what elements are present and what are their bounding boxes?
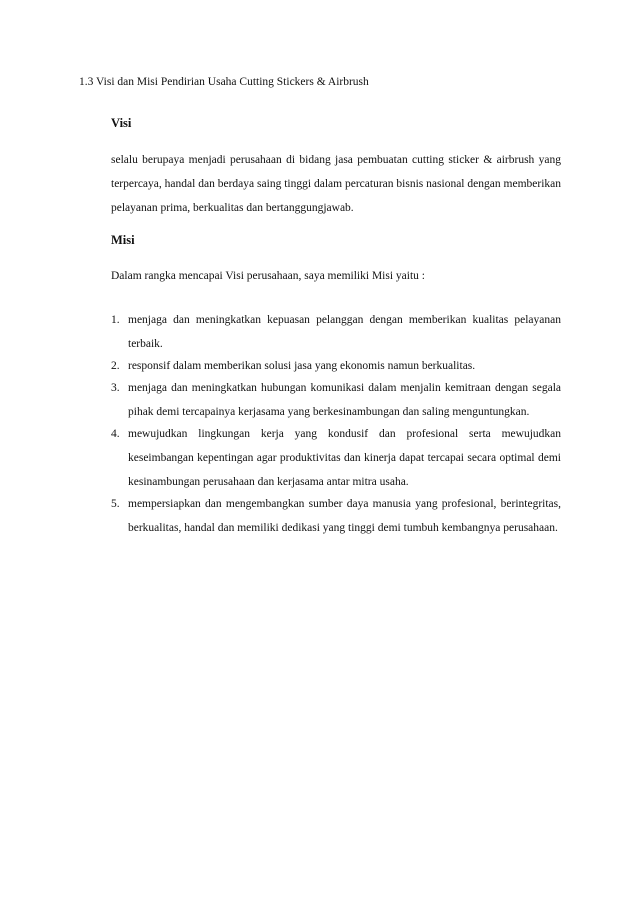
list-text: mempersiapkan dan mengembangkan sumber daya manusia yang profesional, berintegritas, berkualitas, handal dan memiliki dedikasi yang tinggi demi tumbuh kembangnya perusahaan. [128, 498, 561, 534]
list-number: 5. [111, 498, 120, 510]
list-text: mewujudkan lingkungan kerja yang kondusif dan profesional serta mewujudkan keseimbangan kepentingan agar produktivitas dan kinerja dapat tercapai secara optimal demi kesinambungan perusahaan dan kerjasama antar mitra usaha. [128, 428, 561, 488]
misi-intro: Dalam rangka mencapai Visi perusahaan, saya memiliki Misi yaitu : [111, 270, 425, 282]
misi-intro-block [111, 264, 561, 288]
list-number: 1. [111, 314, 120, 326]
list-text: menjaga dan meningkatkan hubungan komunikasi dalam menjalin kemitraan dengan segala pihak demi tercapainya kerjasama yang berkesinambungan dan saling menguntungkan. [128, 382, 561, 418]
visi-paragraph-block [111, 148, 561, 220]
misi-heading: Misi [111, 233, 135, 247]
visi-heading-block [111, 116, 561, 131]
list-number: 4. [111, 428, 120, 440]
list-number: 3. [111, 382, 120, 394]
misi-heading-block [111, 233, 561, 248]
list-item [111, 376, 561, 424]
visi-heading: Visi [111, 116, 132, 130]
section-title: 1.3 Visi dan Misi Pendirian Usaha Cutting Stickers & Airbrush [79, 76, 369, 88]
list-item [111, 308, 561, 356]
list-item [111, 492, 561, 540]
visi-text: selalu berupaya menjadi perusahaan di bidang jasa pembuatan cutting sticker & airbrush yang terpercaya, handal dan berdaya saing tinggi dalam percaturan bisnis nasional dengan memberikan pelayanan prima, berkualitas dan bertanggungjawab. [111, 154, 561, 214]
list-text: responsif dalam memberikan solusi jasa yang ekonomis namun berkualitas. [128, 360, 476, 372]
list-item [111, 422, 561, 494]
list-number: 2. [111, 360, 120, 372]
list-item [111, 354, 561, 378]
misi-list [111, 308, 561, 538]
list-text: menjaga dan meningkatkan kepuasan pelanggan dengan memberikan kualitas pelayanan terbaik. [128, 314, 561, 350]
